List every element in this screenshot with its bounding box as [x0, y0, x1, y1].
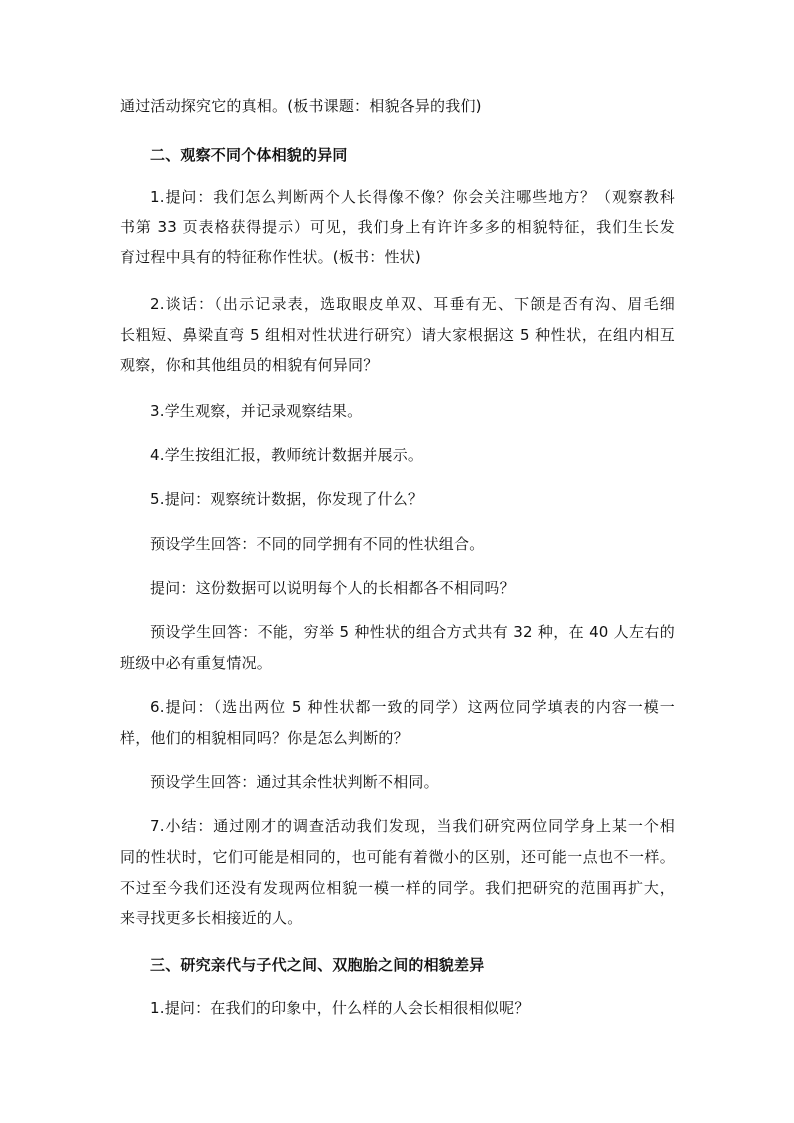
paragraph-line: 2.谈话：（出示记录表，选取眼皮单双、耳垂有无、下颌是否有沟、眉毛细 — [150, 295, 675, 313]
paragraph-line: 1.提问：在我们的印象中，什么样的人会长相很相似呢？ — [150, 999, 530, 1017]
paragraph-line: 班级中必有重复情况。 — [120, 654, 273, 672]
paragraph-line: 不过至今我们还没有发现两位相貌一模一样的同学。我们把研究的范围再扩大， — [120, 879, 675, 897]
paragraph-line: 观察，你和其他组员的相貌有何异同？ — [120, 356, 379, 374]
paragraph-line: 育过程中具有的特征称作性状。(板书：性状) — [120, 248, 421, 266]
paragraph-line: 5.提问：观察统计数据，你发现了什么？ — [150, 490, 424, 508]
paragraph-line: 1.提问：我们怎么判断两个人长得像不像？你会关注哪些地方？（观察教科 — [150, 188, 675, 206]
paragraph-line: 长粗短、鼻梁直弯 5 组相对性状进行研究）请大家根据这 5 种性状，在组内相互 — [120, 326, 675, 344]
paragraph-line: 6.提问：（选出两位 5 种性状都一致的同学）这两位同学填表的内容一模一 — [150, 698, 675, 716]
paragraph-line: 书第 33 页表格获得提示）可见，我们身上有许许多多的相貌特征，我们生长发 — [120, 218, 675, 236]
paragraph-line: 同的性状时，它们可能是相同的，也可能有着微小的区别，还可能一点也不一样。 — [120, 848, 675, 866]
paragraph-line: 来寻找更多长相接近的人。 — [120, 909, 303, 927]
paragraph-line: 7.小结：通过刚才的调查活动我们发现，当我们研究两位同学身上某一个相 — [150, 817, 675, 835]
paragraph-line: 样，他们的相貌相同吗？你是怎么判断的？ — [120, 729, 409, 747]
paragraph-line: 预设学生回答：不能，穷举 5 种性状的组合方式共有 32 种，在 40 人左右的 — [150, 623, 675, 641]
section-heading-2: 二、观察不同个体相貌的异同 — [150, 146, 348, 164]
paragraph-line: 预设学生回答：不同的同学拥有不同的性状组合。 — [150, 535, 485, 553]
paragraph-line: 预设学生回答：通过其余性状判断不相同。 — [150, 773, 439, 791]
paragraph-line: 提问：这份数据可以说明每个人的长相都各不相同吗？ — [150, 579, 515, 597]
paragraph-line: 4.学生按组汇报，教师统计数据并展示。 — [150, 446, 424, 464]
paragraph-line: 3.学生观察，并记录观察结果。 — [150, 402, 363, 420]
section-heading-3: 三、研究亲代与子代之间、双胞胎之间的相貌差异 — [150, 956, 485, 974]
paragraph-line: 通过活动探究它的真相。(板书课题：相貌各异的我们) — [120, 97, 482, 115]
